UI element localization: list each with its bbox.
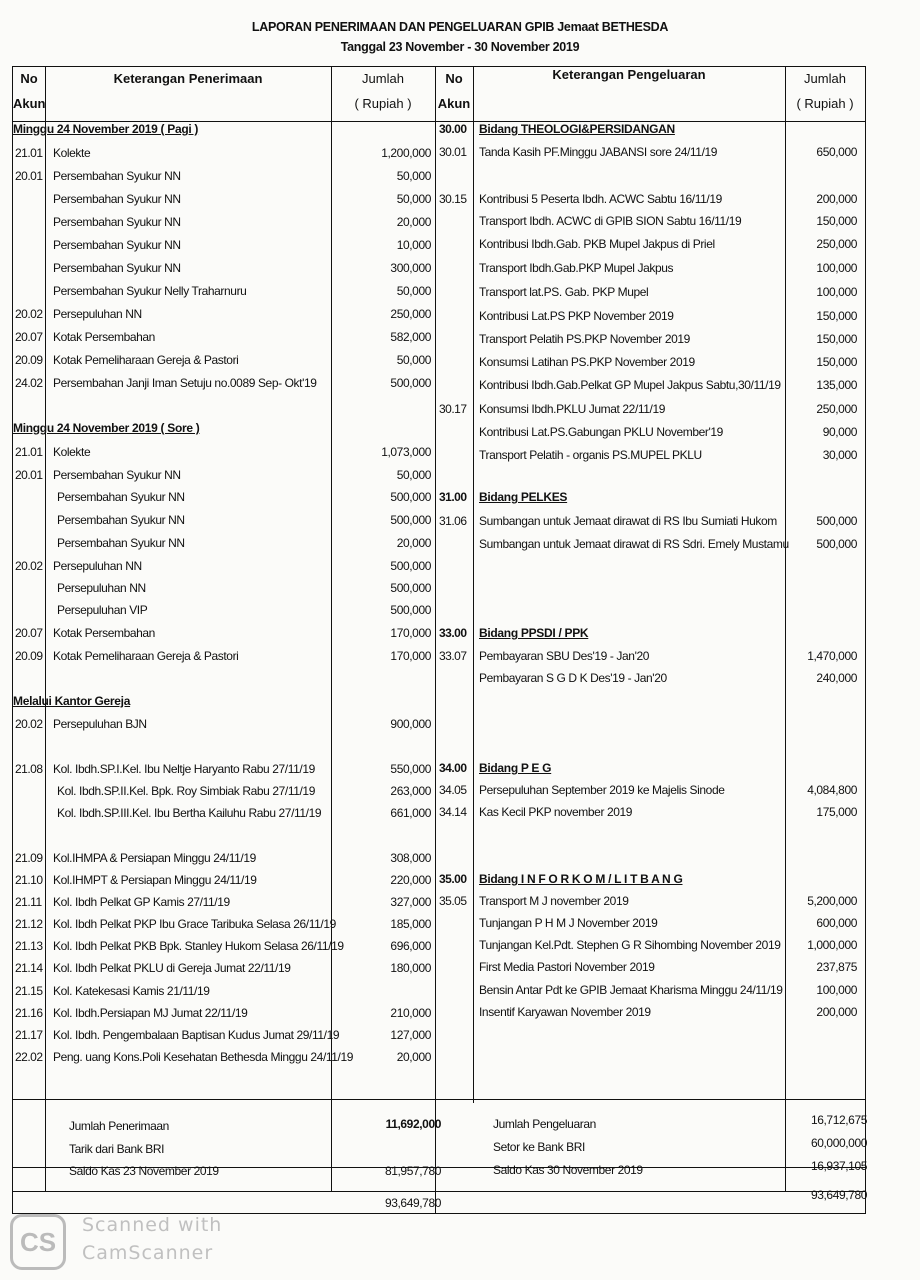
account-code: 20.09 — [15, 649, 43, 663]
income-amount: 180,000 — [390, 961, 431, 975]
income-description: Persembahan Syukur NN — [53, 468, 181, 482]
income-description: Persepuluhan NN — [53, 559, 142, 573]
expense-amount: 1,000,000 — [807, 938, 857, 952]
income-description: Kotak Persembahan — [53, 330, 155, 344]
income-description: Persembahan Syukur NN — [57, 490, 185, 504]
income-amount: 10,000 — [396, 238, 431, 252]
account-code: 21.08 — [15, 762, 43, 776]
account-code: 20.01 — [15, 169, 43, 183]
income-amount: 500,000 — [390, 581, 431, 595]
expense-description: Transport Pelatih - organis PS.MUPEL PKLU — [479, 448, 702, 462]
expense-description: Transport M J november 2019 — [479, 894, 629, 908]
expense-amount: 650,000 — [816, 145, 857, 159]
expense-amount: 5,200,000 — [807, 894, 857, 908]
expense-description: Pembayaran SBU Des'19 - Jan'20 — [479, 649, 650, 663]
income-description: Persembahan Syukur NN — [57, 536, 185, 550]
summary-left-label: Tarik dari Bank BRI — [69, 1142, 165, 1156]
account-code: 35.00 — [439, 872, 467, 886]
account-code: 21.14 — [15, 961, 43, 975]
expense-description: First Media Pastori November 2019 — [479, 960, 655, 974]
expense-amount: 100,000 — [816, 285, 857, 299]
income-description: Kol. Ibdh.Persiapan MJ Jumat 22/11/19 — [53, 1006, 248, 1020]
expense-description: Kontribusi Ibdh.Gab.Pelkat GP Mupel Jakpus Sabtu,30/11/19 — [479, 378, 781, 392]
expense-amount: 135,000 — [816, 378, 857, 392]
account-code: 30.01 — [439, 145, 467, 159]
income-amount: 300,000 — [390, 261, 431, 275]
account-code: 34.00 — [439, 761, 467, 775]
expense-amount: 175,000 — [816, 805, 857, 819]
income-amount: 308,000 — [390, 851, 431, 865]
account-code: 30.00 — [439, 122, 467, 136]
expense-amount: 1,470,000 — [807, 649, 857, 663]
income-description: Kol. Katekesasi Kamis 21/11/19 — [53, 984, 210, 998]
col-divider — [473, 67, 474, 1103]
expense-description: Tunjangan Kel.Pdt. Stephen G R Sihombing November 2019 — [479, 938, 781, 952]
income-amount: 50,000 — [396, 353, 431, 367]
expense-description: Persepuluhan September 2019 ke Majelis Sinode — [479, 783, 725, 797]
col-divider — [785, 67, 786, 1191]
summary-left-amount: 81,957,780 — [384, 1164, 441, 1178]
account-code: 20.07 — [15, 626, 43, 640]
income-description: Persembahan Janji Iman Setuju no.0089 Sep- Okt'19 — [53, 376, 317, 390]
income-description: Persepuluhan NN — [53, 307, 142, 321]
section-heading: Bidang PPSDI / PPK — [479, 626, 589, 640]
income-description: Kolekte — [53, 445, 91, 459]
summary-right-label: Jumlah Pengeluaran — [493, 1117, 596, 1131]
income-amount: 50,000 — [396, 192, 431, 206]
section-heading: Bidang PELKES — [479, 490, 568, 504]
account-code: 34.14 — [439, 805, 467, 819]
summary-left-label: Jumlah Penerimaan — [69, 1119, 169, 1133]
account-code: 34.05 — [439, 783, 467, 797]
summary-right-amount: 16,937,105 — [810, 1159, 867, 1173]
income-amount: 1,073,000 — [381, 445, 431, 459]
income-amount: 50,000 — [396, 468, 431, 482]
expense-description: Transport Ibdh.Gab.PKP Mupel Jakpus — [479, 261, 674, 275]
income-description: Kol. Ibdh Pelkat PKLU di Gereja Jumat 22/11/19 — [53, 961, 291, 975]
account-code: 33.00 — [439, 626, 467, 640]
section-heading: Bidang THEOLOGI&PERSIDANGAN — [479, 122, 675, 136]
income-description: Persepuluhan NN — [57, 581, 146, 595]
expense-description: Kontribusi Lat.PS PKP November 2019 — [479, 309, 674, 323]
report-period: Tanggal 23 November - 30 November 2019 — [340, 40, 580, 54]
income-description: Kotak Pemeliharaan Gereja & Pastori — [53, 649, 239, 663]
account-code: 21.13 — [15, 939, 43, 953]
expense-amount: 500,000 — [816, 514, 857, 528]
income-amount: 170,000 — [390, 626, 431, 640]
account-code: 20.02 — [15, 307, 43, 321]
income-description: Kol. Ibdh Pelkat GP Kamis 27/11/19 — [53, 895, 230, 909]
expense-description: Insentif Karyawan November 2019 — [479, 1005, 651, 1019]
watermark-line-2: CamScanner — [82, 1242, 214, 1264]
income-description: Kotak Persembahan — [53, 626, 155, 640]
income-amount: 582,000 — [390, 330, 431, 344]
income-amount: 185,000 — [390, 917, 431, 931]
account-code: 21.10 — [15, 873, 43, 887]
account-code: 20.02 — [15, 717, 43, 731]
income-amount: 20,000 — [396, 536, 431, 550]
expense-amount: 150,000 — [816, 214, 857, 228]
account-code: 35.05 — [439, 894, 467, 908]
income-amount: 500,000 — [390, 603, 431, 617]
col-header-keterangan-pengeluaran: Keterangan Pengeluaran — [552, 67, 706, 82]
income-amount: 20,000 — [396, 215, 431, 229]
expense-description: Sumbangan untuk Jemaat dirawat di RS Ibu Sumiati Hukom — [479, 514, 777, 528]
expense-amount: 200,000 — [816, 192, 857, 206]
section-heading: Bidang I N F O R K O M / L I T B A N G — [479, 872, 683, 886]
account-code: 21.12 — [15, 917, 43, 931]
bottom-divider — [13, 1191, 865, 1192]
summary-right-label: Setor ke Bank BRI — [493, 1140, 585, 1154]
income-description: Persepuluhan BJN — [53, 717, 147, 731]
income-description: Persembahan Syukur NN — [53, 215, 181, 229]
expense-description: Transport Pelatih PS.PKP November 2019 — [479, 332, 690, 346]
expense-description: Kontribusi Ibdh.Gab. PKB Mupel Jakpus di Priel — [479, 237, 715, 251]
expense-description: Konsumsi Latihan PS.PKP November 2019 — [479, 355, 695, 369]
expense-description: Sumbangan untuk Jemaat dirawat di RS Sdri. Emely Mustamu — [479, 537, 789, 551]
income-description: Persepuluhan VIP — [57, 603, 148, 617]
summary-left-amount: 11,692,000 — [385, 1117, 441, 1131]
income-description: Kotak Pemeliharaan Gereja & Pastori — [53, 353, 239, 367]
income-description: Persembahan Syukur NN — [53, 192, 181, 206]
expense-description: Kontribusi Lat.PS.Gabungan PKLU November'19 — [479, 425, 723, 439]
col-header-no-akun-right: No Akun — [437, 71, 471, 111]
account-code: 21.11 — [15, 895, 42, 909]
section-heading: Bidang P E G — [479, 761, 552, 775]
expense-description: Pembayaran S G D K Des'19 - Jan'20 — [479, 671, 667, 685]
expense-description: Bensin Antar Pdt ke GPIB Jemaat Kharisma Minggu 24/11/19 — [479, 983, 783, 997]
income-description: Kolekte — [53, 146, 91, 160]
income-description: Kol. Ibdh.SP.III.Kel. Ibu Bertha Kailuhu Rabu 27/11/19 — [57, 806, 322, 820]
account-code: 31.00 — [439, 490, 467, 504]
expense-amount: 237,875 — [816, 960, 857, 974]
col-header-no-akun-left: No Akun — [13, 71, 46, 111]
col-header-keterangan-penerimaan: Keterangan Penerimaan — [113, 71, 263, 86]
account-code: 31.06 — [439, 514, 467, 528]
expense-description: Kas Kecil PKP november 2019 — [479, 805, 633, 819]
total-right-amount: 93,649,780 — [810, 1188, 867, 1202]
col-header-jumlah-right: Jumlah ( Rupiah ) — [796, 71, 854, 111]
expense-description: Transport lat.PS. Gab. PKP Mupel — [479, 285, 649, 299]
col-divider — [435, 67, 436, 1213]
income-description: Persembahan Syukur NN — [53, 238, 181, 252]
expense-amount: 250,000 — [816, 237, 857, 251]
expense-amount: 240,000 — [816, 671, 857, 685]
section-heading: Melalui Kantor Gereja — [13, 694, 131, 708]
income-amount: 1,200,000 — [381, 146, 431, 160]
expense-amount: 30,000 — [822, 448, 857, 462]
income-amount: 50,000 — [396, 169, 431, 183]
income-amount: 661,000 — [390, 806, 431, 820]
income-amount: 500,000 — [390, 559, 431, 573]
account-code: 20.01 — [15, 468, 43, 482]
income-amount: 170,000 — [390, 649, 431, 663]
income-description: Kol. Ibdh.SP.I.Kel. Ibu Neltje Haryanto Rabu 27/11/19 — [53, 762, 315, 776]
account-code: 30.15 — [439, 192, 467, 206]
account-code: 30.17 — [439, 402, 467, 416]
account-code: 21.17 — [15, 1028, 43, 1042]
income-amount: 900,000 — [390, 717, 431, 731]
income-description: Persembahan Syukur NN — [53, 169, 181, 183]
expense-amount: 100,000 — [816, 261, 857, 275]
expense-amount: 4,084,800 — [807, 783, 857, 797]
summary-left-label: Saldo Kas 23 November 2019 — [69, 1164, 219, 1178]
expense-description: Tunjangan P H M J November 2019 — [479, 916, 658, 930]
income-amount: 696,000 — [390, 939, 431, 953]
income-description: Kol.IHMPT & Persiapan Minggu 24/11/19 — [53, 873, 257, 887]
income-amount: 250,000 — [390, 307, 431, 321]
account-code: 20.09 — [15, 353, 43, 367]
expense-description: Transport Ibdh. ACWC di GPIB SION Sabtu 16/11/19 — [479, 214, 742, 228]
camscanner-watermark — [10, 1212, 250, 1272]
report-title: LAPORAN PENERIMAAN DAN PENGELUARAN GPIB Jemaat BETHESDA — [251, 20, 669, 34]
col-header-jumlah-left: Jumlah ( Rupiah ) — [354, 71, 412, 111]
income-amount: 20,000 — [396, 1050, 431, 1064]
income-description: Persembahan Syukur Nelly Traharnuru — [53, 284, 247, 298]
income-amount: 500,000 — [390, 513, 431, 527]
income-amount: 500,000 — [390, 490, 431, 504]
account-code: 20.02 — [15, 559, 43, 573]
col-divider — [45, 67, 46, 1191]
expense-amount: 150,000 — [816, 309, 857, 323]
report-table — [12, 66, 866, 1214]
income-amount: 220,000 — [390, 873, 431, 887]
income-description: Kol. Ibdh Pelkat PKB Bpk. Stanley Hukom Selasa 26/11/19 — [53, 939, 344, 953]
expense-amount: 90,000 — [822, 425, 857, 439]
income-amount: 210,000 — [390, 1006, 431, 1020]
account-code: 33.07 — [439, 649, 467, 663]
expense-amount: 200,000 — [816, 1005, 857, 1019]
account-code: 21.16 — [15, 1006, 43, 1020]
camscanner-logo: CS — [10, 1214, 66, 1270]
income-amount: 263,000 — [390, 784, 431, 798]
account-code: 24.02 — [15, 376, 43, 390]
account-code: 21.09 — [15, 851, 43, 865]
expense-amount: 250,000 — [816, 402, 857, 416]
income-amount: 500,000 — [390, 376, 431, 390]
income-description: Peng. uang Kons.Poli Kesehatan Bethesda Minggu 24/11/19 — [53, 1050, 354, 1064]
expense-amount: 600,000 — [816, 916, 857, 930]
account-code: 22.02 — [15, 1050, 43, 1064]
expense-amount: 500,000 — [816, 537, 857, 551]
expense-description: Kontribusi 5 Peserta Ibdh. ACWC Sabtu 16/11/19 — [479, 192, 722, 206]
section-heading: Minggu 24 November 2019 ( Pagi ) — [13, 122, 199, 136]
account-code: 21.01 — [15, 445, 43, 459]
income-description: Persembahan Syukur NN — [53, 261, 181, 275]
summary-divider — [13, 1099, 865, 1100]
income-amount: 50,000 — [396, 284, 431, 298]
total-left-amount: 93,649,780 — [384, 1196, 441, 1210]
account-code: 21.01 — [15, 146, 43, 160]
income-description: Persembahan Syukur NN — [57, 513, 185, 527]
account-code: 21.15 — [15, 984, 43, 998]
watermark-line-1: Scanned with — [82, 1214, 223, 1236]
income-amount: 550,000 — [390, 762, 431, 776]
account-code: 20.07 — [15, 330, 43, 344]
income-description: Kol.IHMPA & Persiapan Minggu 24/11/19 — [53, 851, 256, 865]
summary-right-label: Saldo Kas 30 November 2019 — [493, 1163, 643, 1177]
expense-amount: 150,000 — [816, 332, 857, 346]
summary-right-amount: 60,000,000 — [810, 1136, 867, 1150]
expense-description: Konsumsi Ibdh.PKLU Jumat 22/11/19 — [479, 402, 666, 416]
income-description: Kol. Ibdh.SP.II.Kel. Bpk. Roy Simbiak Rabu 27/11/19 — [57, 784, 315, 798]
summary-right-amount: 16,712,675 — [810, 1113, 867, 1127]
income-amount: 127,000 — [390, 1028, 431, 1042]
expense-description: Tanda Kasih PF.Minggu JABANSI sore 24/11/19 — [479, 145, 718, 159]
income-amount: 327,000 — [390, 895, 431, 909]
income-description: Kol. Ibdh Pelkat PKP Ibu Grace Taribuka Selasa 26/11/19 — [53, 917, 336, 931]
expense-amount: 100,000 — [816, 983, 857, 997]
section-heading: Minggu 24 November 2019 ( Sore ) — [13, 421, 200, 435]
expense-amount: 150,000 — [816, 355, 857, 369]
income-description: Kol. Ibdh. Pengembalaan Baptisan Kudus Jumat 29/11/19 — [53, 1028, 340, 1042]
